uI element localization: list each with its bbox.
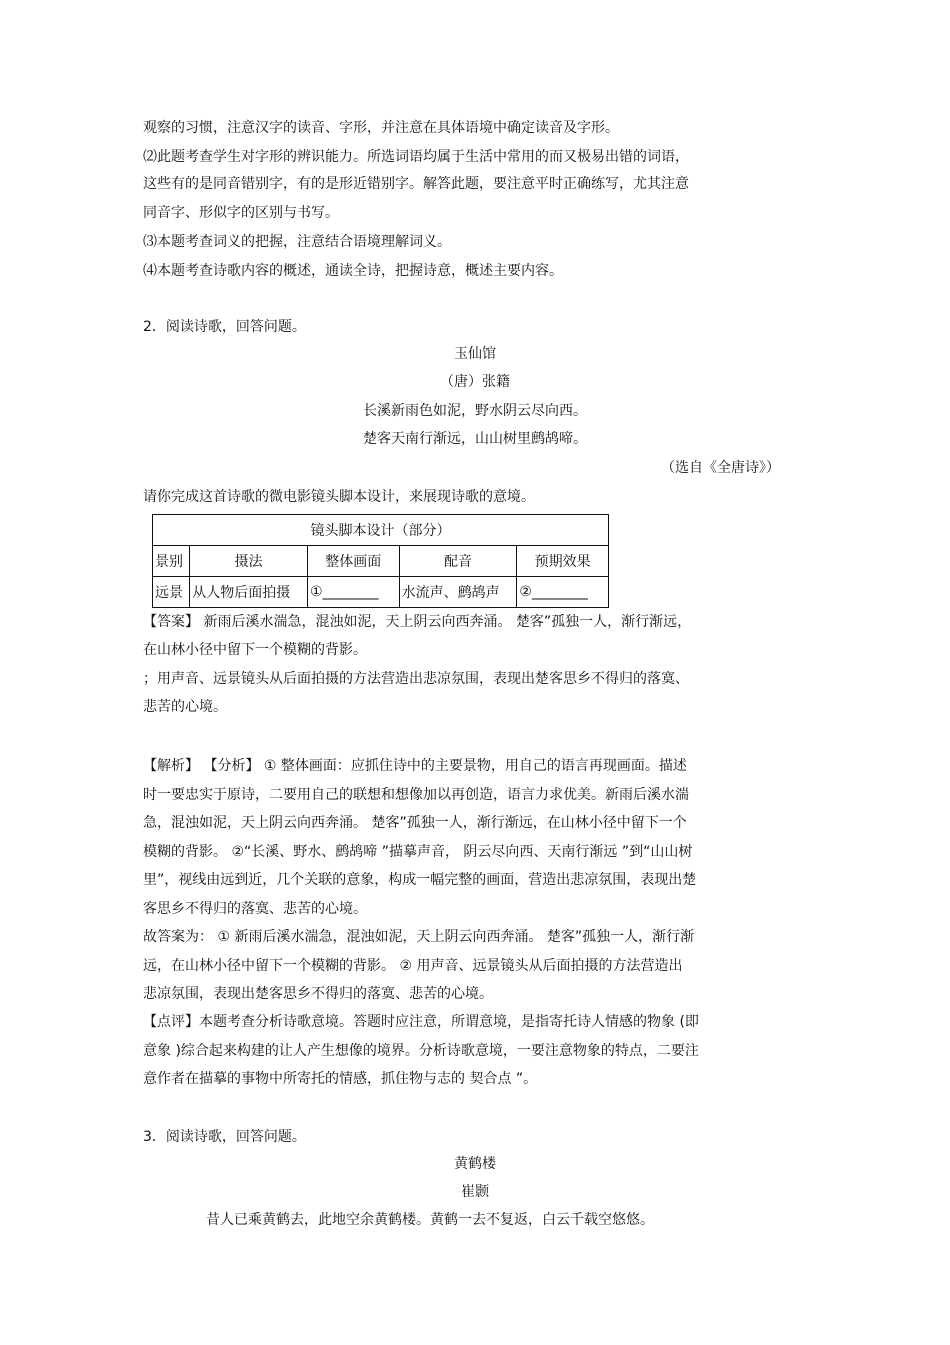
analysis-line: 远，在山林小径中留下一个模糊的背影。 ② 用声音、远景镜头从后面拍摄的方法营造出 [143,958,683,974]
table-header: 整体画面 [308,546,400,577]
analysis-line: 里”，视线由远到近，几个关联的意象，构成一幅完整的画面，营造出悲凉氛围，表现出楚 [143,872,697,888]
text-line: 这些有的是同音错别字，有的是形近错别字。解答此题，要注意平时正确练写，尤其注意 [143,176,689,192]
table-header: 配音 [399,546,517,577]
analysis-line: 意象 )综合起来构建的让人产生想像的境界。分析诗歌意境，一要注意物象的特点，二要注 [143,1043,699,1059]
text-line: 观察的习惯，注意汉字的读音、字形，并注意在具体语境中确定读音及字形。 [143,120,619,136]
poem-title: 玉仙馆 [454,346,496,362]
poem-author: （唐）张籍 [440,374,510,390]
analysis-line: 模糊的背影。 ②“长溪、野水、鹧鸪啼 ”描摹声音， 阴云尽向西、天南行渐远 ”到“山山树 [143,844,693,860]
analysis-line: 急，混浊如泥，天上阴云向西奔涌。 楚客”孤独一人，渐行渐远，在山林小径中留下一个 [143,815,687,831]
text-line: ⑶本题考查词义的把握，注意结合语境理解词义。 [143,234,451,250]
poem-title: 黄鹤楼 [454,1156,496,1172]
poem-line: 昔人已乘黄鹤去，此地空余黄鹤楼。黄鹤一去不复返，白云千载空悠悠。 [206,1212,654,1228]
table-header: 景别 [153,546,190,577]
text-line: ⑵此题考查学生对字形的辨识能力。所选词语均属于生活中常用的而又极易出错的词语， [143,149,689,165]
poem-line: 长溪新雨色如泥，野水阴云尽向西。 [363,403,587,419]
analysis-line: 故答案为： ① 新雨后溪水湍急，混浊如泥，天上阴云向西奔涌。 楚客”孤独一人，渐行渐 [143,929,695,945]
task-text: 请你完成这首诗歌的微电影镜头脚本设计，来展现诗歌的意境。 [143,489,535,505]
poem-line: 楚客天南行渐远，山山树里鹧鸪啼。 [363,431,587,447]
analysis-line: 客思乡不得归的落寞、悲苦的心境。 [143,901,367,917]
table-cell: 水流声、鹧鸪声 [399,577,517,608]
analysis-line: 【解析】 【分析】 ① 整体画面：应抓住诗中的主要景物，用自己的语言再现画面。描述 [143,758,687,774]
answer-line: 【答案】 新雨后溪水湍急，混浊如泥，天上阴云向西奔涌。 楚客”孤独一人，渐行渐远， [143,614,692,630]
question-prompt: 2．阅读诗歌，回答问题。 [143,319,306,335]
table-cell: 从人物后面拍摄 [190,577,308,608]
poem-author: 崔颢 [461,1184,489,1200]
text-line: ⑷本题考查诗歌内容的概述，通读全诗，把握诗意，概述主要内容。 [143,263,563,279]
text-line: 同音字、形似字的区别与书写。 [143,205,339,221]
table-cell: ②________ [517,577,609,608]
table-cell: ①________ [308,577,400,608]
table-cell: 远景 [153,577,190,608]
question-prompt: 3．阅读诗歌，回答问题。 [143,1129,306,1145]
analysis-line: 悲凉氛围，表现出楚客思乡不得归的落寞、悲苦的心境。 [143,986,493,1002]
analysis-line: 意作者在描摹的事物中所寄托的情感，抓住物与志的 契合点 ”。 [143,1071,538,1087]
answer-line: 在山林小径中留下一个模糊的背影。 [143,642,367,658]
table-caption: 镜头脚本设计（部分） [153,515,609,546]
answer-line: ；用声音、远景镜头从后面拍摄的方法营造出悲凉氛围，表现出楚客思乡不得归的落寞、 [143,671,689,687]
poem-source: （选自《全唐诗》） [661,460,780,476]
analysis-line: 时一要忠实于原诗，二要用自己的联想和想像加以再创造，语言力求优美。新雨后溪水湍 [143,787,689,803]
analysis-line: 【点评】本题考查分析诗歌意境。答题时应注意，所谓意境，是指寄托诗人情感的物象 (即 [143,1014,699,1030]
table-header: 预期效果 [517,546,609,577]
table-header: 摄法 [190,546,308,577]
answer-line: 悲苦的心境。 [143,699,227,715]
shot-script-table [152,514,609,608]
